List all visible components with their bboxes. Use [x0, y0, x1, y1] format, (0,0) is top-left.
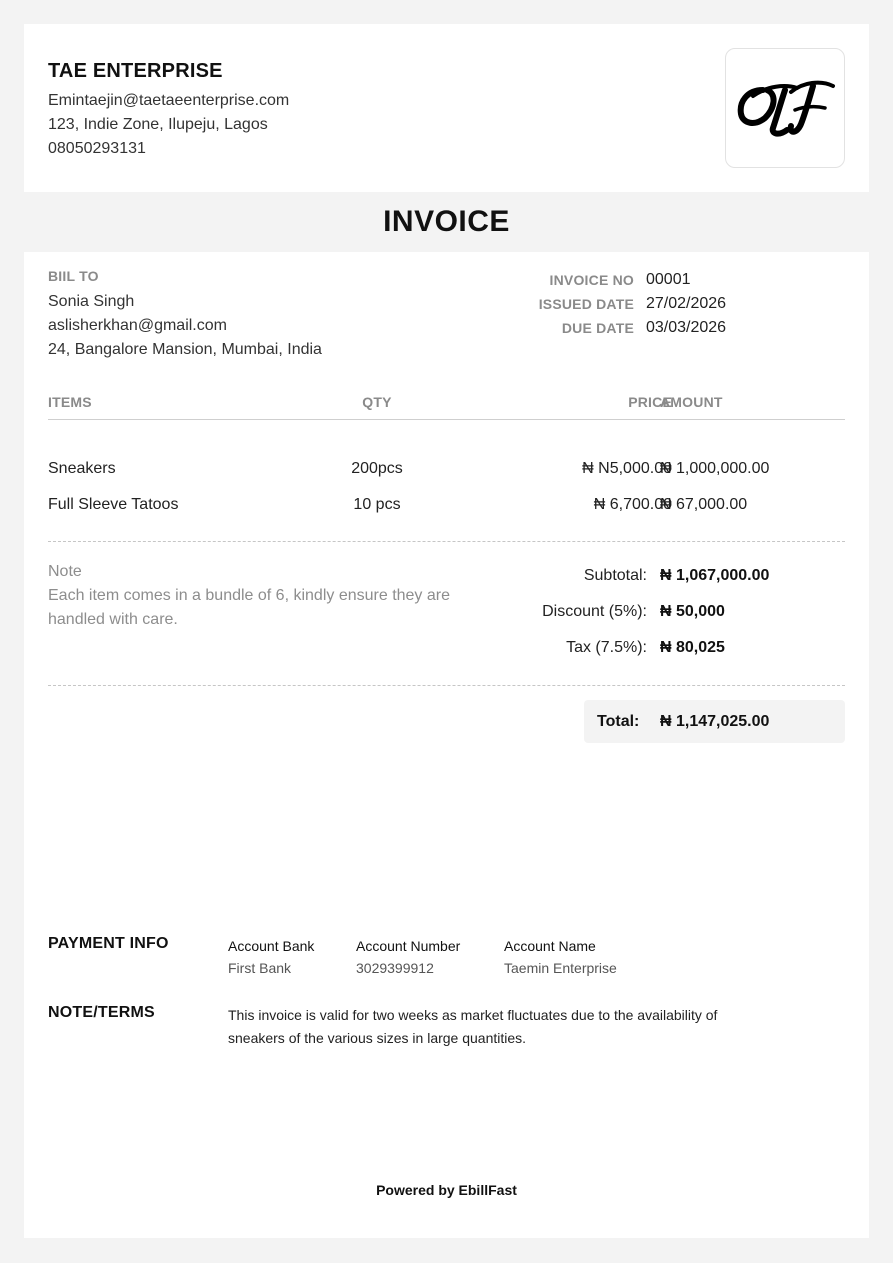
- company-block: [48, 60, 289, 161]
- invoice-no-label: INVOICE NO: [549, 272, 634, 288]
- account-number-value: 3029399912: [356, 960, 434, 976]
- client-email: aslisherkhan@gmail.com: [48, 317, 227, 334]
- invoice-meta: [500, 268, 845, 340]
- subtotal-row: [444, 564, 845, 600]
- header-amount: AMOUNT: [660, 394, 723, 410]
- account-number-col: [356, 936, 460, 978]
- totals-block: [444, 564, 845, 672]
- bill-to-block: [48, 268, 322, 362]
- due-date-value: 03/03/2026: [646, 319, 727, 336]
- tax-label: Tax (7.5%):: [566, 639, 647, 656]
- total-label: Total:: [597, 713, 640, 730]
- note-label: Note: [48, 563, 82, 580]
- account-bank-value: First Bank: [228, 960, 292, 976]
- row-price: ₦ 6,700.00: [593, 496, 672, 513]
- discount-label: Discount (5%):: [542, 603, 647, 620]
- client-address: 24, Bangalore Mansion, Mumbai, India: [48, 341, 322, 358]
- client-name: Sonia Singh: [48, 293, 135, 310]
- items-table-header: [48, 390, 845, 420]
- note-block: [48, 560, 468, 632]
- account-name-label: Account Name: [504, 938, 596, 954]
- subtotal-value: ₦ 1,067,000.00: [660, 567, 770, 584]
- row-item: Full Sleeve Tatoos: [48, 496, 179, 513]
- row-amount: ₦ 67,000.00: [660, 496, 748, 513]
- header-price: PRICE: [628, 394, 672, 410]
- dashed-divider: [48, 685, 845, 686]
- invoice-no-value: 00001: [646, 271, 691, 288]
- row-qty: 10 pcs: [353, 496, 401, 513]
- account-bank-label: Account Bank: [228, 938, 315, 954]
- issued-date-label: ISSUED DATE: [538, 296, 634, 312]
- company-email: Emintaejin@taetaeenterprise.com: [48, 92, 290, 109]
- company-logo: [725, 48, 845, 168]
- document-title: INVOICE: [383, 205, 510, 238]
- title-band: [24, 192, 869, 252]
- account-name-value: Taemin Enterprise: [504, 960, 617, 976]
- table-row: [48, 457, 845, 481]
- meta-row-due: [500, 316, 845, 340]
- grand-total-box: [584, 700, 845, 743]
- issued-date-value: 27/02/2026: [646, 295, 727, 312]
- invoice-sheet: [24, 24, 869, 1238]
- table-row: [48, 493, 845, 517]
- row-item: Sneakers: [48, 460, 116, 477]
- account-name-col: [504, 936, 617, 978]
- row-price: ₦ N5,000.00: [582, 460, 672, 477]
- tax-row: [444, 636, 845, 672]
- discount-row: [444, 600, 845, 636]
- signature-logo-icon: [733, 76, 837, 140]
- header-qty: QTY: [362, 394, 392, 410]
- due-date-label: DUE DATE: [561, 320, 634, 336]
- header-items: ITEMS: [48, 394, 92, 410]
- company-name: TAE ENTERPRISE: [48, 60, 223, 82]
- subtotal-label: Subtotal:: [583, 567, 647, 584]
- payment-info-title: PAYMENT INFO: [48, 935, 169, 952]
- meta-row-issued: [500, 292, 845, 316]
- account-bank-col: [228, 936, 314, 978]
- row-qty: 200pcs: [351, 460, 403, 477]
- discount-value: ₦ 50,000: [660, 603, 725, 620]
- bill-to-label: BIIL TO: [48, 268, 99, 284]
- company-address: 123, Indie Zone, Ilupeju, Lagos: [48, 116, 268, 133]
- powered-by: Powered by EbillFast: [376, 1182, 517, 1198]
- terms-title: NOTE/TERMS: [48, 1004, 155, 1021]
- dashed-divider: [48, 541, 845, 542]
- tax-value: ₦ 80,025: [660, 639, 725, 656]
- note-text: Each item comes in a bundle of 6, kindly ensure they are handled with care.: [48, 587, 450, 628]
- meta-row-invoice-no: [500, 268, 845, 292]
- account-number-label: Account Number: [356, 938, 461, 954]
- total-value: ₦ 1,147,025.00: [660, 713, 770, 730]
- company-phone: 08050293131: [48, 140, 146, 157]
- row-amount: ₦ 1,000,000.00: [660, 460, 770, 477]
- terms-text: This invoice is valid for two weeks as market fluctuates due to the availability of sneakers of the various sizes in large quantities.: [228, 1007, 718, 1046]
